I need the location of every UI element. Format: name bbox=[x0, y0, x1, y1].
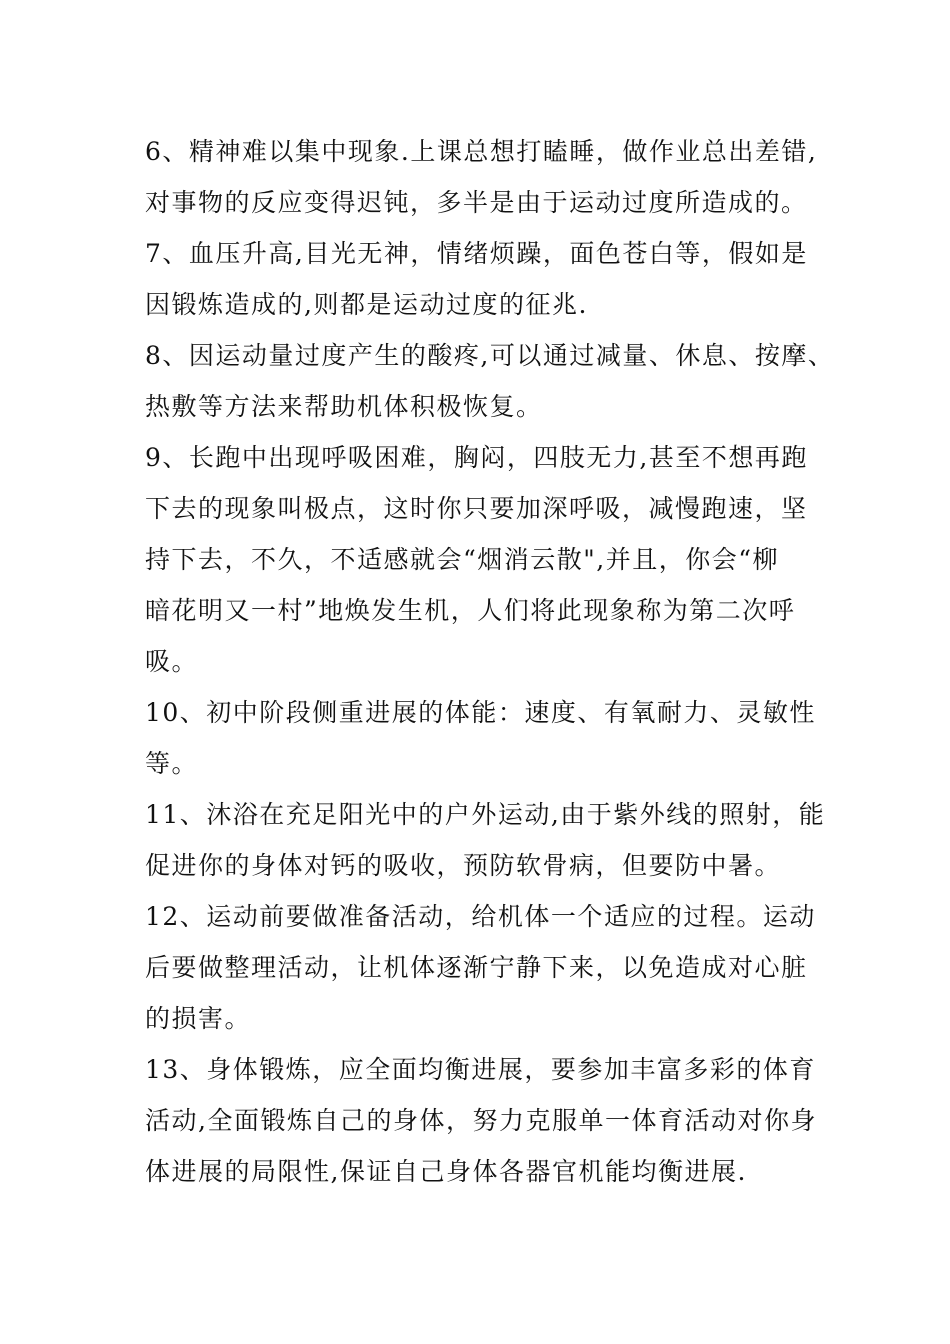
paragraph-7 bbox=[145, 228, 808, 330]
paragraph-line: 11、沐浴在充足阳光中的户外运动,由于紫外线的照射，能 bbox=[145, 800, 826, 829]
paragraph-12 bbox=[145, 891, 816, 1044]
paragraph-line: 7、血压升高,目光无神，情绪烦躁，面色苍白等，假如是 bbox=[145, 239, 808, 268]
paragraph-line: 后要做整理活动，让机体逐渐宁静下来，以免造成对心脏 bbox=[145, 953, 808, 982]
paragraph-line: 吸。 bbox=[145, 647, 199, 676]
paragraph-line: 因锻炼造成的,则都是运动过度的征兆. bbox=[145, 290, 588, 319]
document-body bbox=[145, 126, 835, 1197]
paragraph-11 bbox=[145, 789, 826, 891]
paragraph-line: 等。 bbox=[145, 749, 199, 778]
paragraph-line: 下去的现象叫极点，这时你只要加深呼吸，减慢跑速，坚 bbox=[145, 494, 808, 523]
paragraph-line: 6、精神难以集中现象.上课总想打瞌睡，做作业总出差错, bbox=[145, 137, 818, 166]
paragraph-line: 9、长跑中出现呼吸困难，胸闷，四肢无力,甚至不想再跑 bbox=[145, 443, 808, 472]
paragraph-line: 对事物的反应变得迟钝，多半是由于运动过度所造成的。 bbox=[145, 188, 808, 217]
paragraph-10 bbox=[145, 687, 816, 789]
paragraph-line: 体进展的局限性,保证自己身体各器官机能均衡进展. bbox=[145, 1157, 747, 1186]
paragraph-line: 促进你的身体对钙的吸收，预防软骨病，但要防中暑。 bbox=[145, 851, 782, 880]
paragraph-line: 8、因运动量过度产生的酸疼,可以通过减量、休息、按摩、 bbox=[145, 341, 835, 370]
paragraph-8 bbox=[145, 330, 835, 432]
paragraph-line: 10、初中阶段侧重进展的体能：速度、有氧耐力、灵敏性 bbox=[145, 698, 816, 727]
paragraph-line: 的损害。 bbox=[145, 1004, 252, 1033]
paragraph-line: 13、身体锻炼，应全面均衡进展，要参加丰富多彩的体育 bbox=[145, 1055, 816, 1084]
paragraph-line: 暗花明又一村”地焕发生机，人们将此现象称为第二次呼 bbox=[145, 596, 796, 625]
paragraph-6 bbox=[145, 126, 818, 228]
paragraph-line: 活动,全面锻炼自己的身体，努力克服单一体育活动对你身 bbox=[145, 1106, 817, 1135]
paragraph-line: 持下去，不久，不适感就会“烟消云散",并且，你会“柳 bbox=[145, 545, 780, 574]
paragraph-13 bbox=[145, 1044, 817, 1197]
paragraph-line: 12、运动前要做准备活动，给机体一个适应的过程。运动 bbox=[145, 902, 816, 931]
paragraph-line: 热敷等方法来帮助机体积极恢复。 bbox=[145, 392, 543, 421]
paragraph-9 bbox=[145, 432, 808, 687]
